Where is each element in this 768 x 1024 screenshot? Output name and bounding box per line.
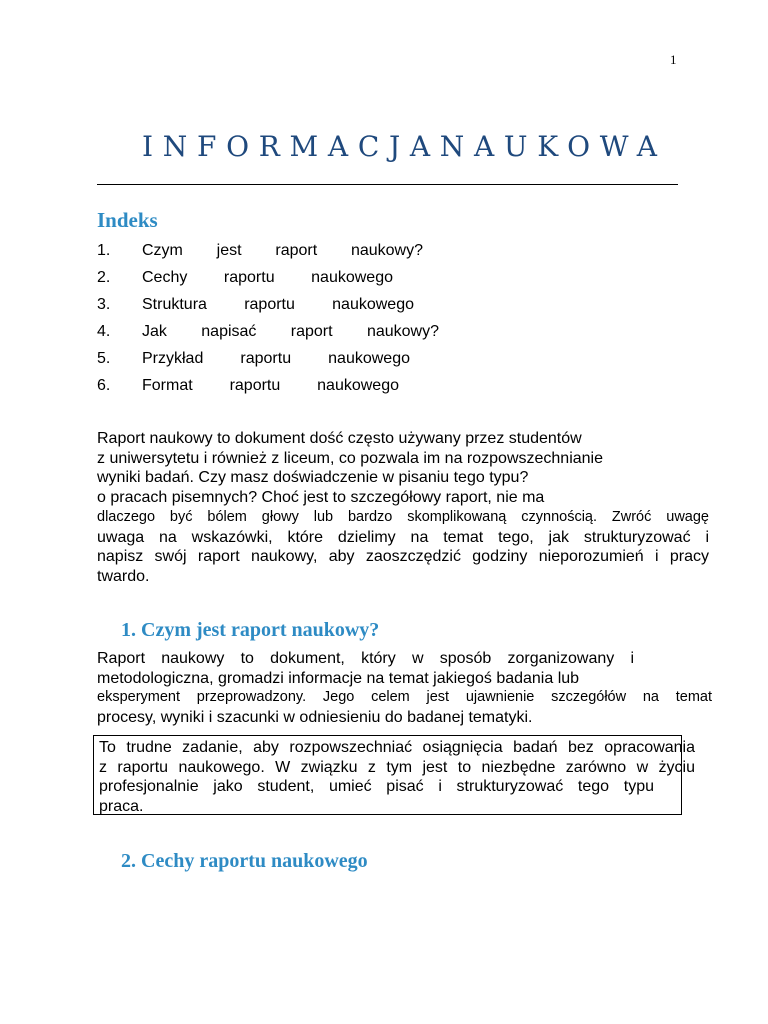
index-item-number: 4. <box>97 323 111 340</box>
index-item-number: 5. <box>97 350 111 367</box>
text-line: To trudne zadanie, aby rozpowszechniać osiągnięcia badań bez opracowania <box>99 739 695 756</box>
text-line: Raport naukowy to dokument, który w sposób zorganizowany i <box>97 650 634 667</box>
index-item[interactable] <box>97 240 457 267</box>
index-item-label: Struktura raportu naukowego <box>142 296 414 313</box>
index-item-label: Cechy raportu naukowego <box>142 269 393 286</box>
index-item[interactable] <box>97 267 457 294</box>
text-line: procesy, wyniki i szacunki w odniesieniu do badanej tematyki. <box>97 709 533 727</box>
intro-paragraph <box>97 429 709 587</box>
index-item-label: Czym jest raport naukowy? <box>142 242 423 259</box>
text-line: Raport naukowy to dokument dość często używany przez studentów <box>97 430 582 447</box>
text-line: eksperyment przeprowadzony. Jego celem jest ujawnienie szczegółów na temat <box>97 689 712 706</box>
index-item[interactable] <box>97 294 457 321</box>
index-item-label: Przykład raportu naukowego <box>142 350 410 367</box>
document-title: INFORMACJANAUKOWA <box>142 130 667 163</box>
section-1-paragraph <box>97 649 712 728</box>
index-item[interactable] <box>97 375 457 402</box>
page-number: 1 <box>670 52 677 67</box>
text-line: profesjonalnie jako student, umieć pisać i strukturyzować tego typu <box>99 778 654 796</box>
text-line: uwaga na wskazówki, które dzielimy na temat tego, jak strukturyzować i <box>97 528 709 546</box>
index-item[interactable] <box>97 321 457 348</box>
text-line: praca. <box>99 798 144 816</box>
text-line: z raportu naukowego. W związku z tym jest to niezbędne zarówno w życiu <box>99 758 695 776</box>
text-line: napisz swój raport naukowy, aby zaoszczędzić godziny nieporozumień i pracy <box>97 548 709 566</box>
text-line: twardo. <box>97 567 150 585</box>
index-item-number: 2. <box>97 269 111 286</box>
section-heading-2: 2. Cechy raportu naukowego <box>121 850 368 872</box>
index-item-number: 6. <box>97 377 111 394</box>
section-heading-1: 1. Czym jest raport naukowy? <box>121 619 380 641</box>
highlight-box <box>93 735 695 816</box>
index-item-label: Jak napisać raport naukowy? <box>142 323 439 340</box>
text-line: wyniki badań. Czy masz doświadczenie w pisaniu tego typu? <box>97 469 529 487</box>
index-item-label: Format raportu naukowego <box>142 377 399 394</box>
index-list <box>97 240 457 402</box>
text-line: metodologiczna, gromadzi informacje na temat jakiegoś badania lub <box>97 669 580 687</box>
index-item[interactable] <box>97 348 457 375</box>
title-divider <box>97 184 678 185</box>
index-item-number: 1. <box>97 242 111 259</box>
index-item-number: 3. <box>97 296 111 313</box>
text-line: dlaczego być bólem głowy lub bardzo skomplikowaną czynnością. Zwróć uwagę <box>97 508 709 525</box>
text-line: o pracach pisemnych? Choć jest to szczegółowy raport, nie ma <box>97 489 545 507</box>
index-heading: Indeks <box>97 208 158 232</box>
text-line: z uniwersytetu i również z liceum, co pozwala im na rozpowszechnianie <box>97 449 603 467</box>
